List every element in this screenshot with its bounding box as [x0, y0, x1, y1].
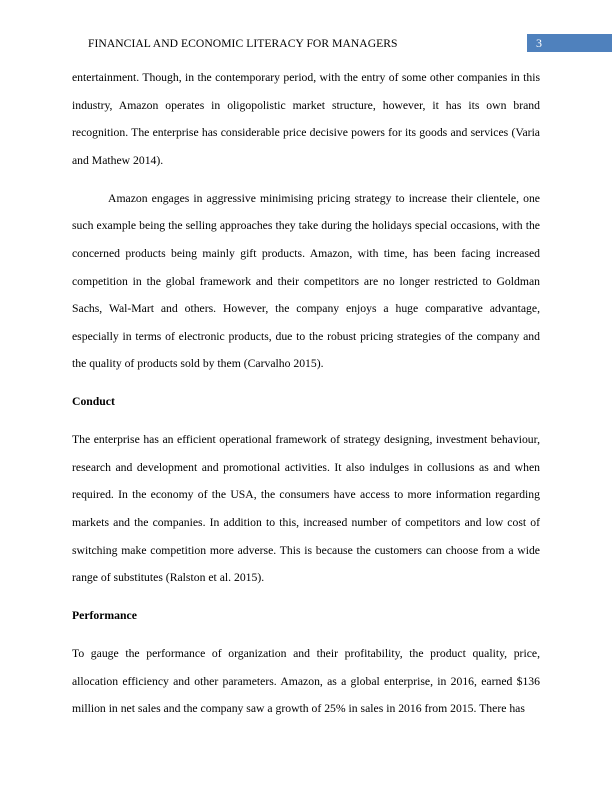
paragraph-conduct: The enterprise has an efficient operational framework of strategy designing, investment behaviour, research and development and promotional activities. It also indulges in collusions as and when required. In the economy of the USA, the consumers have access to more information regarding markets and the companies. In addition to this, increased number of competitors and low cost of switching make competition more adverse. This is because the customers can choose from a wide range of substitutes (Ralston et al. 2015). — [72, 433, 540, 585]
paragraph-pricing-strategy: Amazon engages in aggressive minimising pricing strategy to increase their clientele, one such example being the selling approaches they take during the holidays special occasions, with the concerned products being mainly gift products. Amazon, with time, has been facing increased competition in the global framework and their competitors are no longer restricted to Goldman Sachs, Wal-Mart and others. However, the company enjoys a huge comparative advantage, especially in terms of electronic products, due to the robust pricing strategies of the company and the quality of products sold by them (Carvalho 2015). — [72, 191, 540, 371]
section-heading-performance: Performance — [72, 609, 137, 623]
paragraph-market-structure: entertainment. Though, in the contemporary period, with the entry of some other companies in this industry, Amazon operates in oligopolistic market structure, however, it has its own brand recognition. The enterprise has considerable price decisive powers for its goods and services (Varia and Mathew 2014). — [72, 71, 540, 167]
section-heading-conduct: Conduct — [72, 395, 115, 409]
page-number: 3 — [527, 34, 612, 52]
document-body — [72, 64, 540, 733]
paragraph-performance: To gauge the performance of organization and their profitability, the product quality, price, allocation efficiency and other parameters. Amazon, as a global enterprise, in 2016, earned $136 million in net sales and the company saw a growth of 25% in sales in 2016 from 2015. There has — [72, 647, 540, 716]
running-header: FINANCIAL AND ECONOMIC LITERACY FOR MANAGERS — [88, 37, 398, 50]
